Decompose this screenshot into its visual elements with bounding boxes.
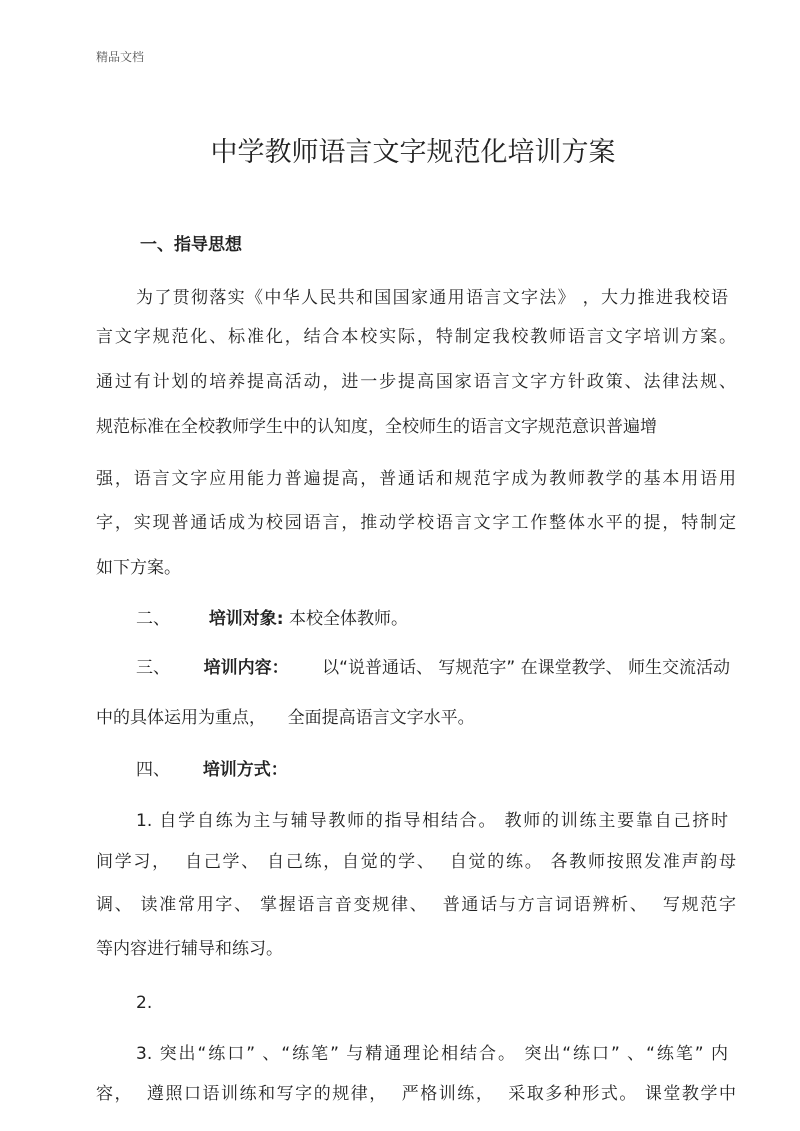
section-3-number: 三、 — [136, 658, 170, 678]
section-2-text: 本校全体教师。 — [289, 609, 409, 629]
section-4-number: 四、 — [136, 760, 170, 780]
section-4-item-1-line-2: 间学习， 自己学、 自己练，自觉的学、 自觉的练。 各教师按照发准声韵母 — [96, 852, 736, 872]
section-4-item-1-line-1: 1. 自学自练为主与辅导教师的指导相结合。 教师的训练主要靠自己挤时 — [136, 811, 728, 831]
section-1-line-3: 通过有计划的培养提高活动，进一步提高国家语言文字方针政策、法律法规、 — [96, 372, 736, 392]
section-4-heading — [136, 759, 288, 781]
page-header-label: 精品文档 — [96, 50, 145, 64]
section-2 — [136, 608, 408, 630]
section-4-item-2: 2. — [136, 993, 153, 1013]
section-3-label: 培训内容： — [203, 658, 289, 678]
section-1-heading — [140, 234, 242, 256]
section-3-line-2: 中的具体运用为重点， 全面提高语言文字水平。 — [96, 708, 475, 728]
section-2-number: 二、 — [136, 609, 170, 629]
section-1-line-7: 如下方案。 — [96, 558, 181, 578]
section-4-item-3-line-2: 容， 遵照口语训练和写字的规律， 严格训练， 采取多种形式。 课堂教学中 — [96, 1084, 736, 1104]
section-1-line-1: 为了贯彻落实《中华人民共和国国家通用语言文字法》 ，大力推进我校语 — [136, 288, 728, 308]
section-3-line-1 — [136, 657, 730, 679]
section-1-line-6: 字，实现普通话成为校园语言，推动学校语言文字工作整体水平的提，特制定 — [96, 513, 736, 533]
section-4-item-3-line-1: 3. 突出“练口” 、“练笔” 与精通理论相结合。 突出“练口” 、“练笔” 内 — [136, 1044, 728, 1064]
section-1-line-4: 规范标准在全校教师学生中的认知度，全校师生的语言文字规范意识普遍增 — [96, 417, 657, 437]
section-1-line-5: 强，语言文字应用能力普遍提高，普通话和规范字成为教师教学的基本用语用 — [96, 469, 736, 489]
section-1-line-2: 言文字规范化、标准化，结合本校实际，特制定我校教师语言文字培训方案。 — [96, 327, 736, 347]
section-4-item-1-line-3: 调、 读准常用字、 掌握语言音变规律、 普通话与方言词语辨析、 写规范字 — [96, 895, 736, 915]
section-2-label: 培训对象: — [208, 609, 284, 629]
section-1-heading-text: 一、指导思想 — [140, 235, 242, 255]
section-3-text-line-1: 以“说普通话、 写规范字” 在课堂教学、 师生交流活动 — [322, 658, 730, 678]
document-title: 中学教师语言文字规范化培训方案 — [210, 137, 616, 168]
section-4-item-1-line-4: 等内容进行辅导和练习。 — [96, 939, 283, 959]
section-4-label: 培训方式： — [202, 760, 288, 780]
